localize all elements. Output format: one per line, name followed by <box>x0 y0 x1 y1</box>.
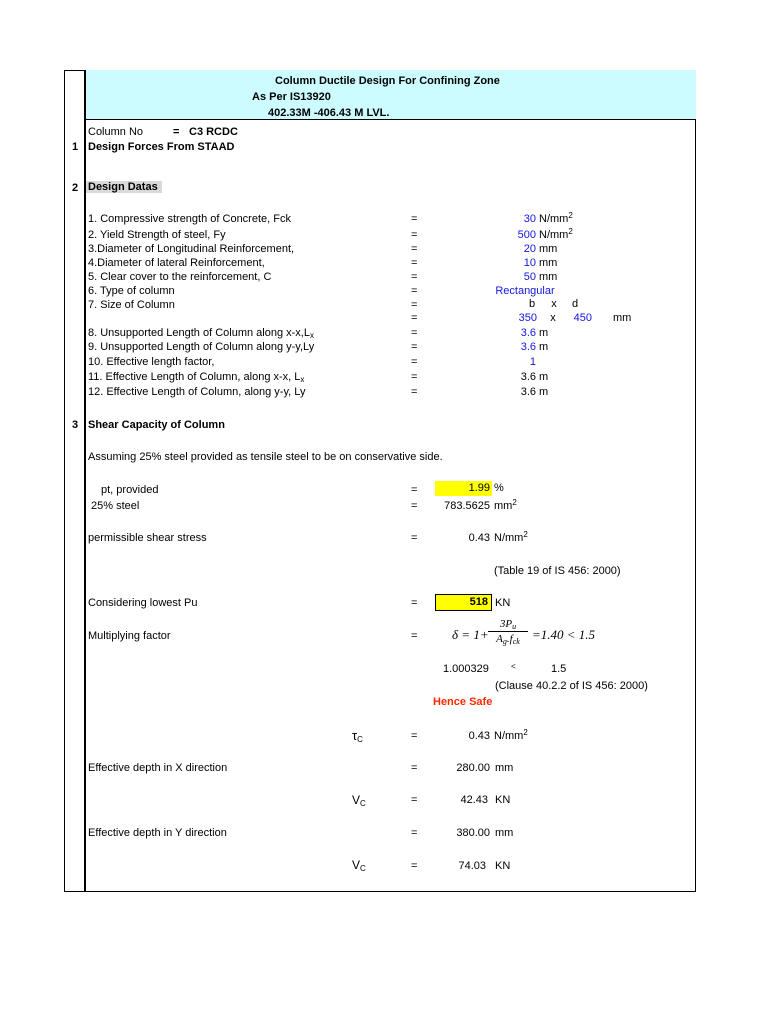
design-data-label <box>88 386 305 399</box>
vcy-value: 74.03 <box>458 860 486 872</box>
design-data-value: 3.6 <box>520 371 536 383</box>
design-data-label <box>88 356 214 369</box>
design-data-label-text: 7. Size of Column <box>88 299 175 311</box>
design-data-unit-text: N/mm <box>539 229 569 241</box>
section-3-title: Shear Capacity of Column <box>88 419 225 431</box>
design-data-eq: = <box>411 257 418 269</box>
tau-value: 0.43 <box>468 730 490 742</box>
pu-label: Considering lowest Pu <box>88 597 198 609</box>
design-data-unit-text: m <box>539 327 549 339</box>
table-ref: (Table 19 of IS 456: 2000) <box>494 565 621 577</box>
vcy-symbol: V <box>352 858 361 872</box>
design-data-value: 1 <box>529 356 536 368</box>
design-data-unit <box>539 243 557 256</box>
pt-label: pt, provided <box>101 484 159 496</box>
vcx-symbol: V <box>352 793 361 807</box>
design-data-label <box>88 327 314 340</box>
design-data-eq: = <box>411 299 418 311</box>
dy-eq: = <box>411 827 418 839</box>
design-data-label-text: 2. Yield Strength of steel, Fy <box>88 229 226 241</box>
design-data-unit-text: mm <box>539 271 558 283</box>
design-data-label <box>88 213 291 226</box>
dy-value: 380.00 <box>456 827 490 839</box>
design-data-unit-text: mm <box>539 257 558 269</box>
formula-numerator <box>488 618 528 632</box>
design-data-eq: = <box>411 371 418 383</box>
formula-den-f-sub: ck <box>512 637 520 646</box>
pu-eq: = <box>411 597 418 609</box>
steel-label: 25% steel <box>91 500 140 512</box>
tau-sub: C <box>357 735 363 744</box>
size-b-header: b <box>528 298 536 310</box>
section-1-number: 1 <box>72 141 79 153</box>
pt-unit: % <box>494 482 504 494</box>
steel-value: 783.5625 <box>444 500 490 512</box>
design-data-unit <box>539 257 557 270</box>
design-data-unit-sup: 2 <box>568 227 573 236</box>
design-data-value: 3.6 <box>520 386 536 398</box>
design-data-eq: = <box>411 386 418 398</box>
design-data-label <box>88 371 304 384</box>
vc-y-symbol <box>352 859 366 872</box>
design-data-unit-text: m <box>539 371 549 383</box>
shear-eq: = <box>411 532 418 544</box>
design-data-label-sub: x <box>300 375 305 384</box>
column-no-value: C3 RCDC <box>189 126 238 138</box>
formula-delta: δ = 1+ <box>452 627 489 642</box>
dx-unit: mm <box>495 762 514 774</box>
design-data-label-text: 12. Effective Length of Column, along y-y, Ly <box>88 386 306 398</box>
design-data-label <box>88 229 226 242</box>
design-data-value: 3.6 <box>520 327 536 339</box>
formula-fraction <box>488 618 528 645</box>
column-no-eq: = <box>173 126 180 138</box>
formula-den-f: .f <box>506 633 513 645</box>
formula-num-text: 3P <box>499 618 513 630</box>
shear-unit-sup: 2 <box>523 530 528 539</box>
compare-value: 1.000329 <box>443 663 489 675</box>
design-data-label-text: 4.Diameter of lateral Reinforcement, <box>88 257 265 269</box>
dy-label: Effective depth in Y direction <box>88 827 227 839</box>
steel-eq: = <box>411 500 418 512</box>
design-data-value: 3.6 <box>520 341 536 353</box>
dx-value: 280.00 <box>456 762 490 774</box>
design-data-label <box>88 257 265 270</box>
vcx-eq: = <box>411 794 418 806</box>
formula-denominator <box>488 632 528 645</box>
design-data-label-text: 5. Clear cover to the reinforcement, C <box>88 271 272 283</box>
steel-unit <box>494 500 517 513</box>
design-data-value: 500 <box>517 229 536 241</box>
design-data-eq: = <box>411 213 418 225</box>
design-data-eq: = <box>411 356 418 368</box>
design-data-eq: = <box>411 341 418 353</box>
pu-unit: KN <box>495 597 511 609</box>
size-b-value: 350 <box>518 312 537 324</box>
design-data-unit-text: m <box>539 386 549 398</box>
tau-unit-text: N/mm <box>494 730 524 742</box>
sheet-title: Column Ductile Design For Confining Zone <box>275 75 500 87</box>
design-data-label <box>88 299 175 312</box>
design-data-eq: = <box>411 229 418 241</box>
section-2-title <box>86 181 162 194</box>
design-data-unit <box>539 229 573 242</box>
pu-value: 518 <box>469 596 488 608</box>
design-data-label-text: 8. Unsupported Length of Column along x-x,L <box>88 327 310 339</box>
multiplying-factor-formula <box>452 618 602 654</box>
section-2-number: 2 <box>72 182 79 194</box>
compare-sign: < <box>511 662 516 671</box>
design-data-unit <box>539 371 548 384</box>
design-data-unit <box>539 327 548 340</box>
design-data-unit-sup: 2 <box>568 211 573 220</box>
design-data-label <box>88 285 175 298</box>
dx-label: Effective depth in X direction <box>88 762 228 774</box>
size-d-header: d <box>571 298 579 310</box>
section-3-number: 3 <box>72 419 79 431</box>
vcx-unit: KN <box>495 794 511 806</box>
design-data-label-text: 6. Type of column <box>88 285 175 297</box>
design-data-unit <box>539 271 557 284</box>
design-data-label-text: 10. Effective length factor, <box>88 356 215 368</box>
shear-unit-text: N/mm <box>494 532 524 544</box>
steel-unit-text: mm <box>494 500 513 512</box>
vcy-unit: KN <box>495 860 511 872</box>
size-d-value: 450 <box>573 312 592 324</box>
pt-eq: = <box>411 484 418 496</box>
design-data-value: Rectangular <box>495 285 555 297</box>
design-data-value: 10 <box>523 257 536 269</box>
tau-symbol: τ <box>352 728 358 743</box>
design-data-eq: = <box>411 327 418 339</box>
shear-unit <box>494 532 528 545</box>
design-data-label-text: 1. Compressive strength of Concrete, Fck <box>88 213 291 225</box>
formula-num-sub: u <box>512 622 517 631</box>
tau-unit-sup: 2 <box>523 728 528 737</box>
design-data-label <box>88 243 294 256</box>
design-data-label-text: 11. Effective Length of Column, along x-x, L <box>88 371 301 383</box>
shear-value: 0.43 <box>468 532 490 544</box>
design-data-value: 50 <box>523 271 536 283</box>
design-data-eq: = <box>411 285 418 297</box>
design-data-unit-text: m <box>539 341 549 353</box>
dy-unit: mm <box>495 827 514 839</box>
size-eq: = <box>411 312 418 324</box>
design-data-label-sub: x <box>309 331 314 340</box>
design-data-value: 30 <box>523 213 536 225</box>
vcx-value: 42.43 <box>460 794 488 806</box>
steel-unit-sup: 2 <box>512 498 517 507</box>
size-x-header: x <box>551 298 557 310</box>
sheet-standard: As Per IS13920 <box>252 91 331 103</box>
sheet-level: 402.33M -406.43 M LVL. <box>268 107 390 119</box>
hence-safe: Hence Safe <box>433 696 493 708</box>
design-data-value: 20 <box>523 243 536 255</box>
tau-eq: = <box>411 730 418 742</box>
formula-den-a: A <box>496 633 503 645</box>
mf-eq: = <box>411 630 418 642</box>
vc-x-symbol <box>352 794 366 807</box>
column-no-label: Column No <box>88 126 144 138</box>
formula-rhs: =1.40 < 1.5 <box>532 627 596 642</box>
vcy-sub: C <box>360 864 366 873</box>
design-data-unit-text: N/mm <box>539 213 569 225</box>
formula-den-a-sub: g <box>502 637 507 646</box>
assumption-text: Assuming 25% steel provided as tensile steel to be on conservative side. <box>88 451 443 463</box>
design-data-label-text: 9. Unsupported Length of Column along y-y,Ly <box>88 341 315 353</box>
pt-value: 1.99 <box>468 482 490 494</box>
tau-c-symbol <box>352 729 363 742</box>
dx-eq: = <box>411 762 418 774</box>
design-datas-label: Design Datas <box>86 181 162 193</box>
section-1-title: Design Forces From STAAD <box>88 141 235 153</box>
compare-limit: 1.5 <box>551 663 567 675</box>
tau-unit <box>494 730 528 743</box>
design-data-label <box>88 271 271 284</box>
design-data-label <box>88 341 314 354</box>
design-data-unit <box>539 386 548 399</box>
design-data-unit-text: mm <box>539 243 558 255</box>
design-data-label-text: 3.Diameter of Longitudinal Reinforcement, <box>88 243 295 255</box>
size-x-sep: x <box>550 312 556 324</box>
vcy-eq: = <box>411 860 418 872</box>
mf-label: Multiplying factor <box>88 630 171 642</box>
shear-label: permissible shear stress <box>88 532 207 544</box>
vcx-sub: C <box>360 799 366 808</box>
design-data-unit <box>539 341 548 354</box>
design-data-eq: = <box>411 271 418 283</box>
design-data-eq: = <box>411 243 418 255</box>
clause-ref: (Clause 40.2.2 of IS 456: 2000) <box>495 680 648 692</box>
size-unit: mm <box>613 312 632 324</box>
design-data-unit <box>539 213 573 226</box>
